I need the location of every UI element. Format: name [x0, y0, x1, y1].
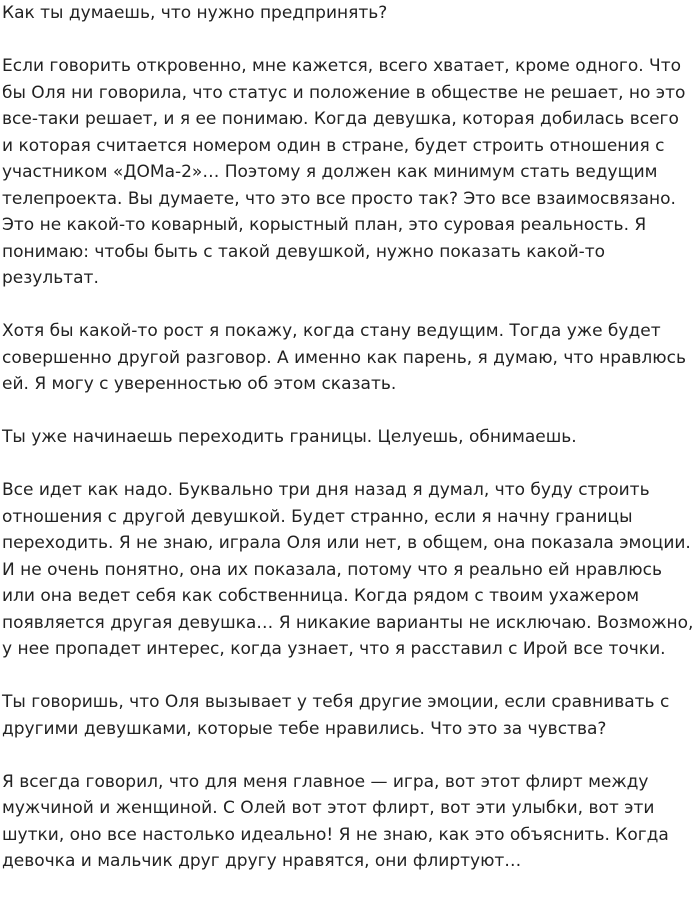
- answer-paragraph: Если говорить откровенно, мне кажется, всего хватает, кроме одного. Что бы Оля ни говорила, что статус и положение в обществе не решает, но это все-таки решает, и я ее понимаю. Когда девушка, которая добилась всего и которая считается номером один в стране, будет строить отношения с участником «ДОМа-2»… Поэтому я должен как минимум стать ведущим телепроекта. Вы думаете, что это все просто так? Это все взаимосвязано.: [2, 56, 686, 209]
- answer-paragraph: Все идет как надо. Буквально три дня назад я думал, что буду строить отношения с другой девушкой. Будет странно, если я начну границы переходить. Я не знаю, играла Оля или нет, в общем, она показала эмоции. И не очень понятно, она их показала, потому что я реально ей нравлюсь или она ведет себя как собственница. Когда рядом с твоим ухажером появляется другая девушка… Я никакие варианты не исключаю. Возможно, у нее пропадет интерес, когда узнает, что я расставил с Ирой все точки.: [2, 480, 694, 659]
- question-paragraph: Ты уже начинаешь переходить границы. Целуешь, обнимаешь.: [2, 427, 577, 447]
- question-paragraph: Как ты думаешь, что нужно предпринять?: [2, 3, 388, 23]
- answer-paragraph: Я всегда говорил, что для меня главное — игра, вот этот флирт между мужчиной и женщиной. С Олей вот этот флирт, вот эти улыбки, вот эти шутки, оно все настолько идеально! Я не знаю, как это объяснить. Когда девочка и мальчик друг другу нравятся, они флиртуют…: [2, 771, 669, 871]
- interview-article: [2, 0, 694, 901]
- question-paragraph: Ты говоришь, что Оля вызывает у тебя другие эмоции, если сравнивать с другими девушками, которые тебе нравились. Что это за чувства?: [2, 692, 670, 739]
- answer-paragraph: Это не какой-то коварный, корыстный план, это суровая реальность. Я понимаю: чтобы быть с такой девушкой, нужно показать какой-то результат.: [2, 215, 647, 288]
- answer-paragraph: Хотя бы какой-то рост я покажу, когда стану ведущим. Тогда уже будет совершенно другой разговор. А именно как парень, я думаю, что нравлюсь ей. Я могу с уверенностью об этом сказать.: [2, 321, 686, 394]
